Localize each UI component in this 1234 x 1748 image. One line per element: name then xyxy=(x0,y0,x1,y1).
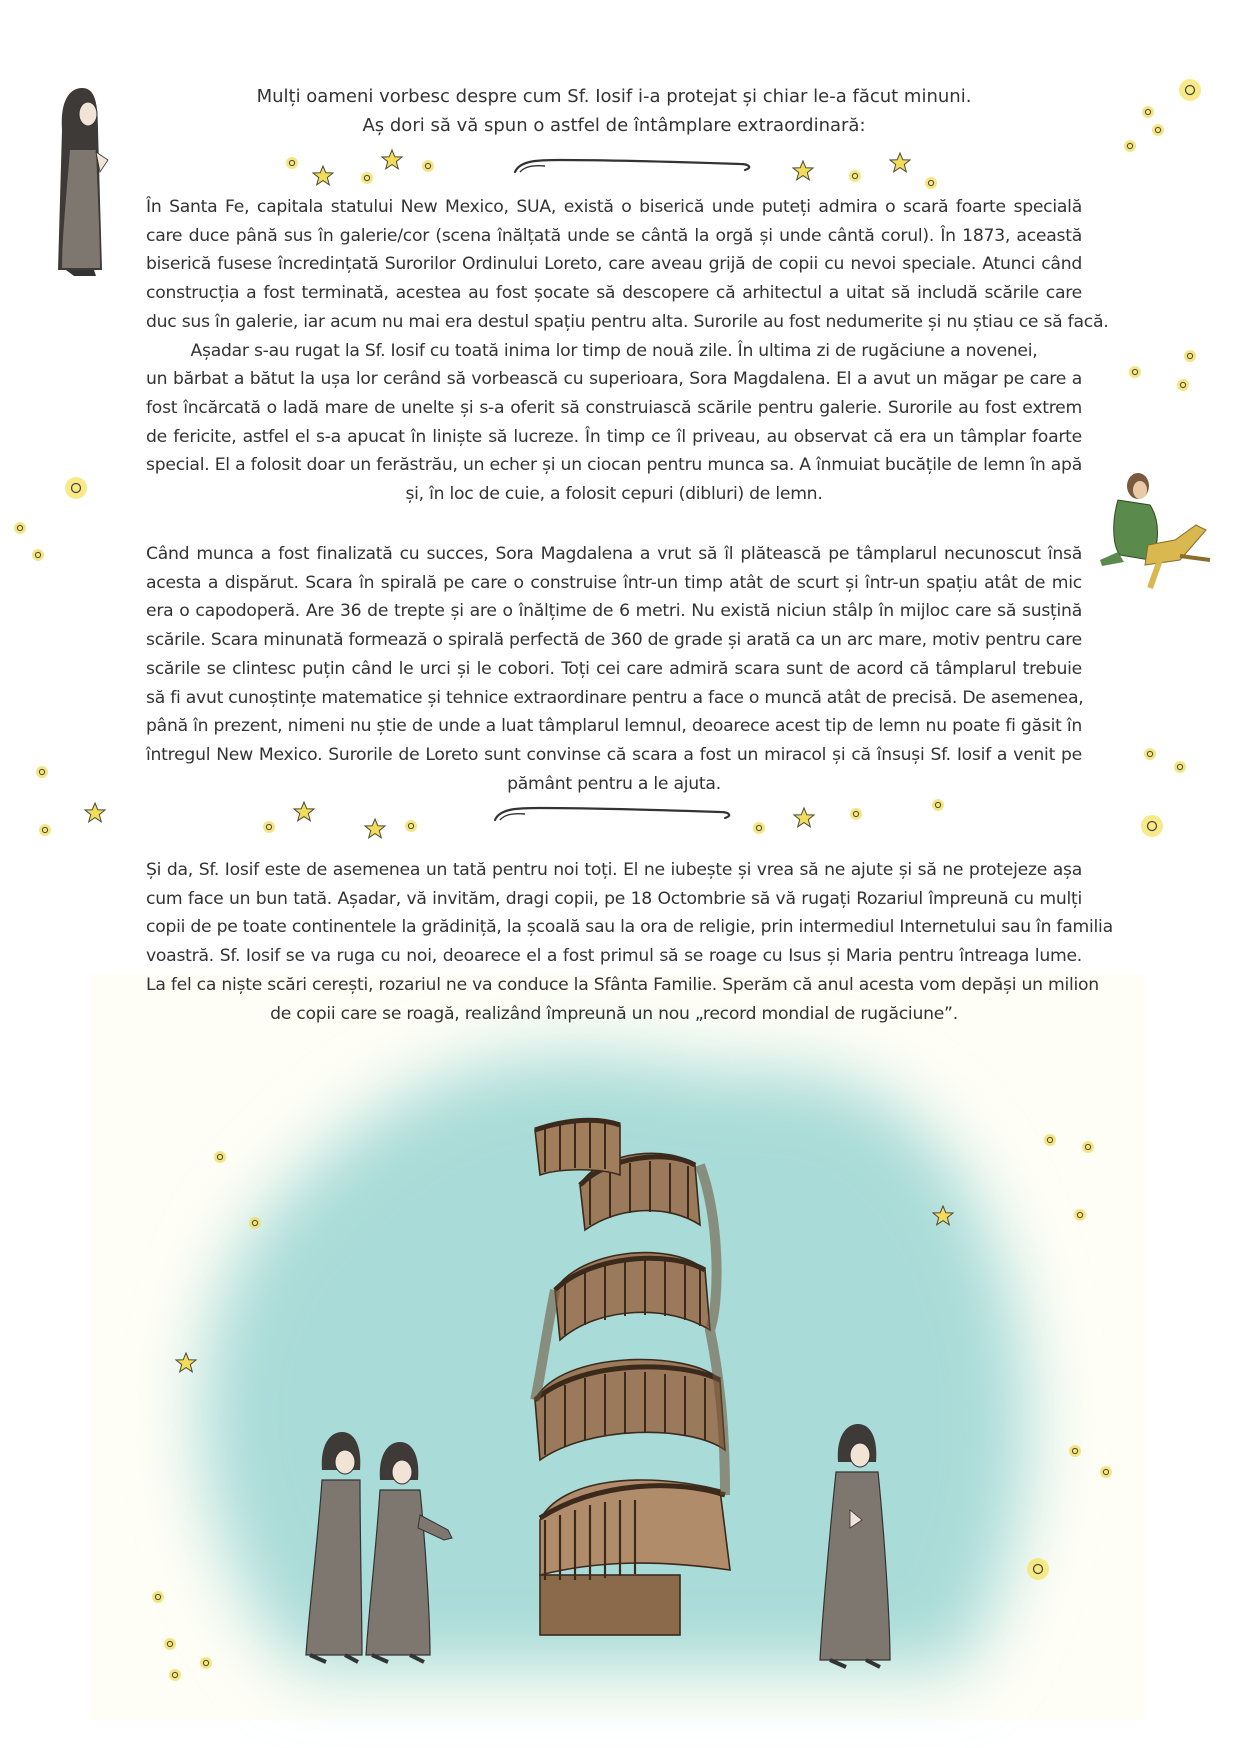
text-line: scările. Scara minunată formează o spirală perfectă de 360 de grade și arată ca un arc mare, motiv pentru care xyxy=(146,630,1082,651)
text-line: voastră. Sf. Iosif se va ruga cu noi, deoarece el a fost primul să se roage cu Isus și Maria pentru întreaga lume. xyxy=(146,946,1082,967)
star-icon xyxy=(14,79,1201,1681)
text-line: un bărbat a bătut la ușa lor cerând să vorbească cu superioara, Sora Magdalena. El a avut un măgar pe care a xyxy=(146,369,1082,390)
praying-nun-icon xyxy=(58,88,108,276)
divider-icon xyxy=(515,160,749,172)
intro-line: Mulți oameni vorbesc despre cum Sf. Iosif i-a protejat și chiar le-a făcut minuni. xyxy=(256,86,972,107)
text-line: fost încărcată o ladă mare de unelte și s-a oferit să construiască scările pentru galerie. Surorile au fost extrem xyxy=(146,397,1082,418)
text-line: acesta a dispărut. Scara în spirală pe care o construise într-un timp atât de scurt și într-un spațiu atât de mic xyxy=(146,572,1082,593)
text-line: La fel ca niște scări cerești, rozariul ne va conduce la Sfânta Familie. Sperăm că anul acesta vom depăși un milion xyxy=(146,974,1099,995)
text-line: În Santa Fe, capitala statului New Mexico, SUA, există o biserică unde puteți admira o scară foarte specială xyxy=(146,197,1082,217)
spiral-staircase-icon xyxy=(535,1120,730,1635)
text-line: de fericite, astfel el s-a apucat în liniște să lucreze. În timp ce îl priveau, au observat că era un tâmplar foarte xyxy=(146,426,1082,447)
text-line: de copii care se roagă, realizând împreună un nou „record mondial de rugăciune”. xyxy=(270,1003,958,1024)
carpenter-icon xyxy=(1100,473,1210,588)
text-line: special. El a folosit doar un ferăstrău, un echer și un ciocan pentru munca sa. A înmuiat bucățile de lemn în apă xyxy=(146,455,1082,476)
text-line: Când munca a fost finalizată cu succes, Sora Magdalena a vrut să îl plătească pe tâmplarul necunoscut însă xyxy=(146,544,1082,564)
text-line: duc sus în galerie, iar acum nu mai era destul spațiu pentru alta. Surorile au fost nedumerite și nu știau ce să facă. xyxy=(146,311,1109,332)
intro-line: Aș dori să vă spun o astfel de întâmplare extraordinară: xyxy=(362,115,866,136)
text-line: Și da, Sf. Iosif este de asemenea un tată pentru noi toți. El ne iubește și vrea să ne ajute și să ne protejeze așa xyxy=(146,860,1082,880)
text-line: să fi avut cunoștințe matematice și tehnice extraordinare pentru a face o muncă atât de precisă. De asemenea, xyxy=(146,687,1084,708)
text-line: Așadar s-au rugat la Sf. Iosif cu toată inima lor timp de nouă zile. În ultima zi de rugăciune a novenei, xyxy=(190,340,1038,361)
text-line: copii de pe toate continentele la grădiniță, la școală sau la ora de religie, prin intermediul Internetului sau în familia xyxy=(146,917,1113,938)
text-line: cum face un bun tată. Așadar, vă invităm, dragi copii, pe 18 Octombrie să vă rugați Rozariul împreună cu mulți xyxy=(146,888,1082,909)
text-line: pământ pentru a le ajuta. xyxy=(507,773,721,794)
text-line: scările se clintesc puțin când le urci și le cobori. Toți cei care admiră scara sunt de acord că tâmplarul trebuie xyxy=(146,658,1082,679)
text-line: și, în loc de cuie, a folosit cepuri (dibluri) de lemn. xyxy=(405,484,823,505)
text-line: până în prezent, nimeni nu știe de unde a luat tâmplarul lemnul, deoarece acest tip de lemn nu poate fi găsit în xyxy=(146,716,1082,737)
text-line: întregul New Mexico. Surorile de Loreto sunt convinse că scara a fost un miracol și că însuși Sf. Iosif a venit pe xyxy=(146,744,1082,765)
divider-icon xyxy=(495,808,729,820)
text-line: biserică fusese încredințată Surorilor Ordinului Loreto, care aveau grijă de copii cu nevoi speciale. Atunci când xyxy=(146,254,1082,275)
text-line: construcția a fost terminată, acestea au fost șocate să descopere că arhitectul a uitat să includă scările care xyxy=(146,283,1082,304)
text-line: care duce până sus în galerie/cor (scena înălțată unde se cântă la orgă și unde cântă corul). În 1873, această xyxy=(146,225,1082,246)
text-line: era o capodoperă. Are 36 de trepte și are o înălțime de 6 metri. Nu există niciun stâlp în mijloc care să susțină xyxy=(146,601,1082,622)
